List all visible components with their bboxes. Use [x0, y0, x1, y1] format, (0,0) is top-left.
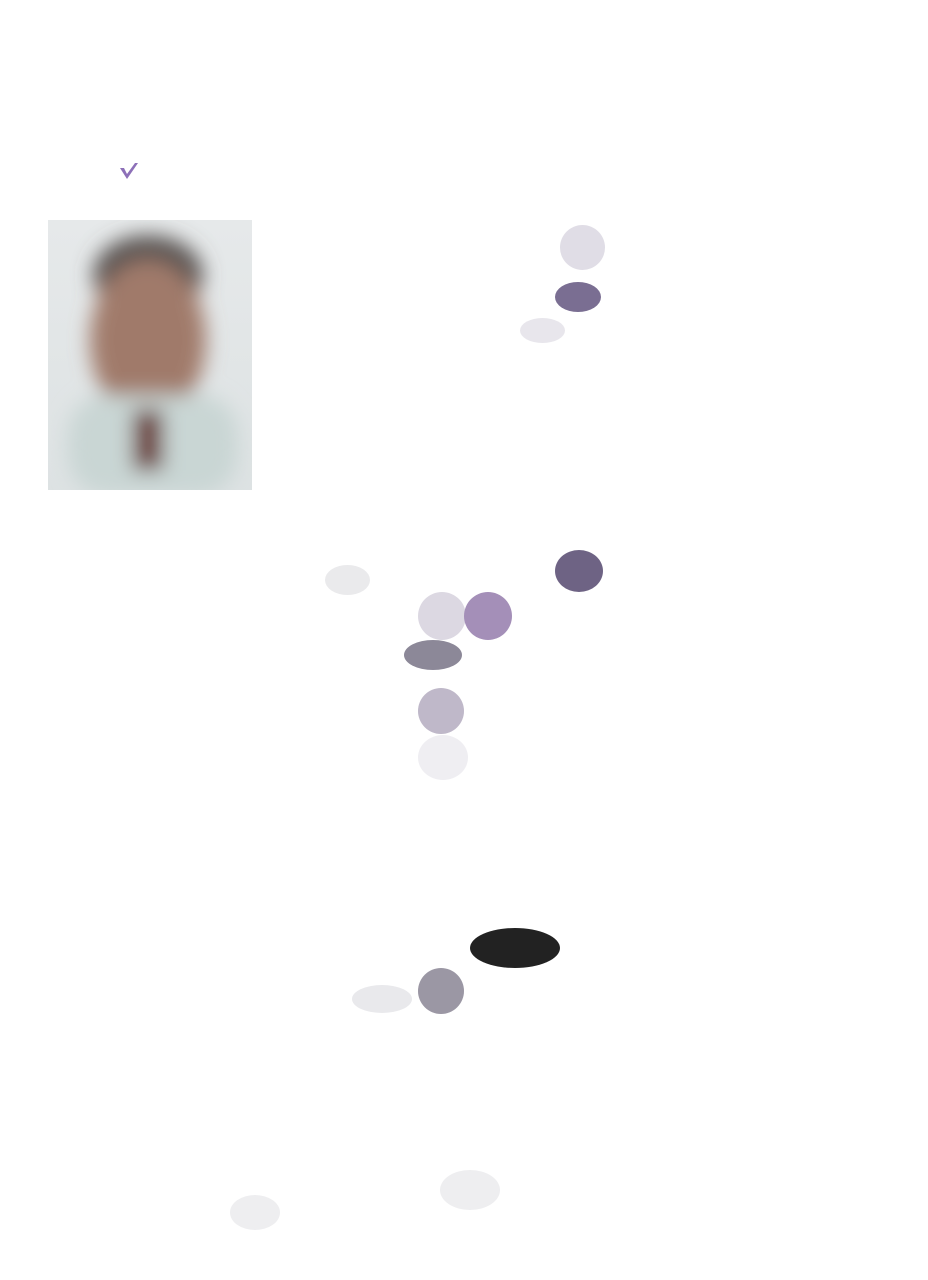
kingdom-arabic-calligraphy — [520, 118, 820, 188]
qr-code — [403, 1050, 511, 1158]
holder-photo — [48, 220, 252, 490]
logo-check-icon — [118, 160, 140, 182]
